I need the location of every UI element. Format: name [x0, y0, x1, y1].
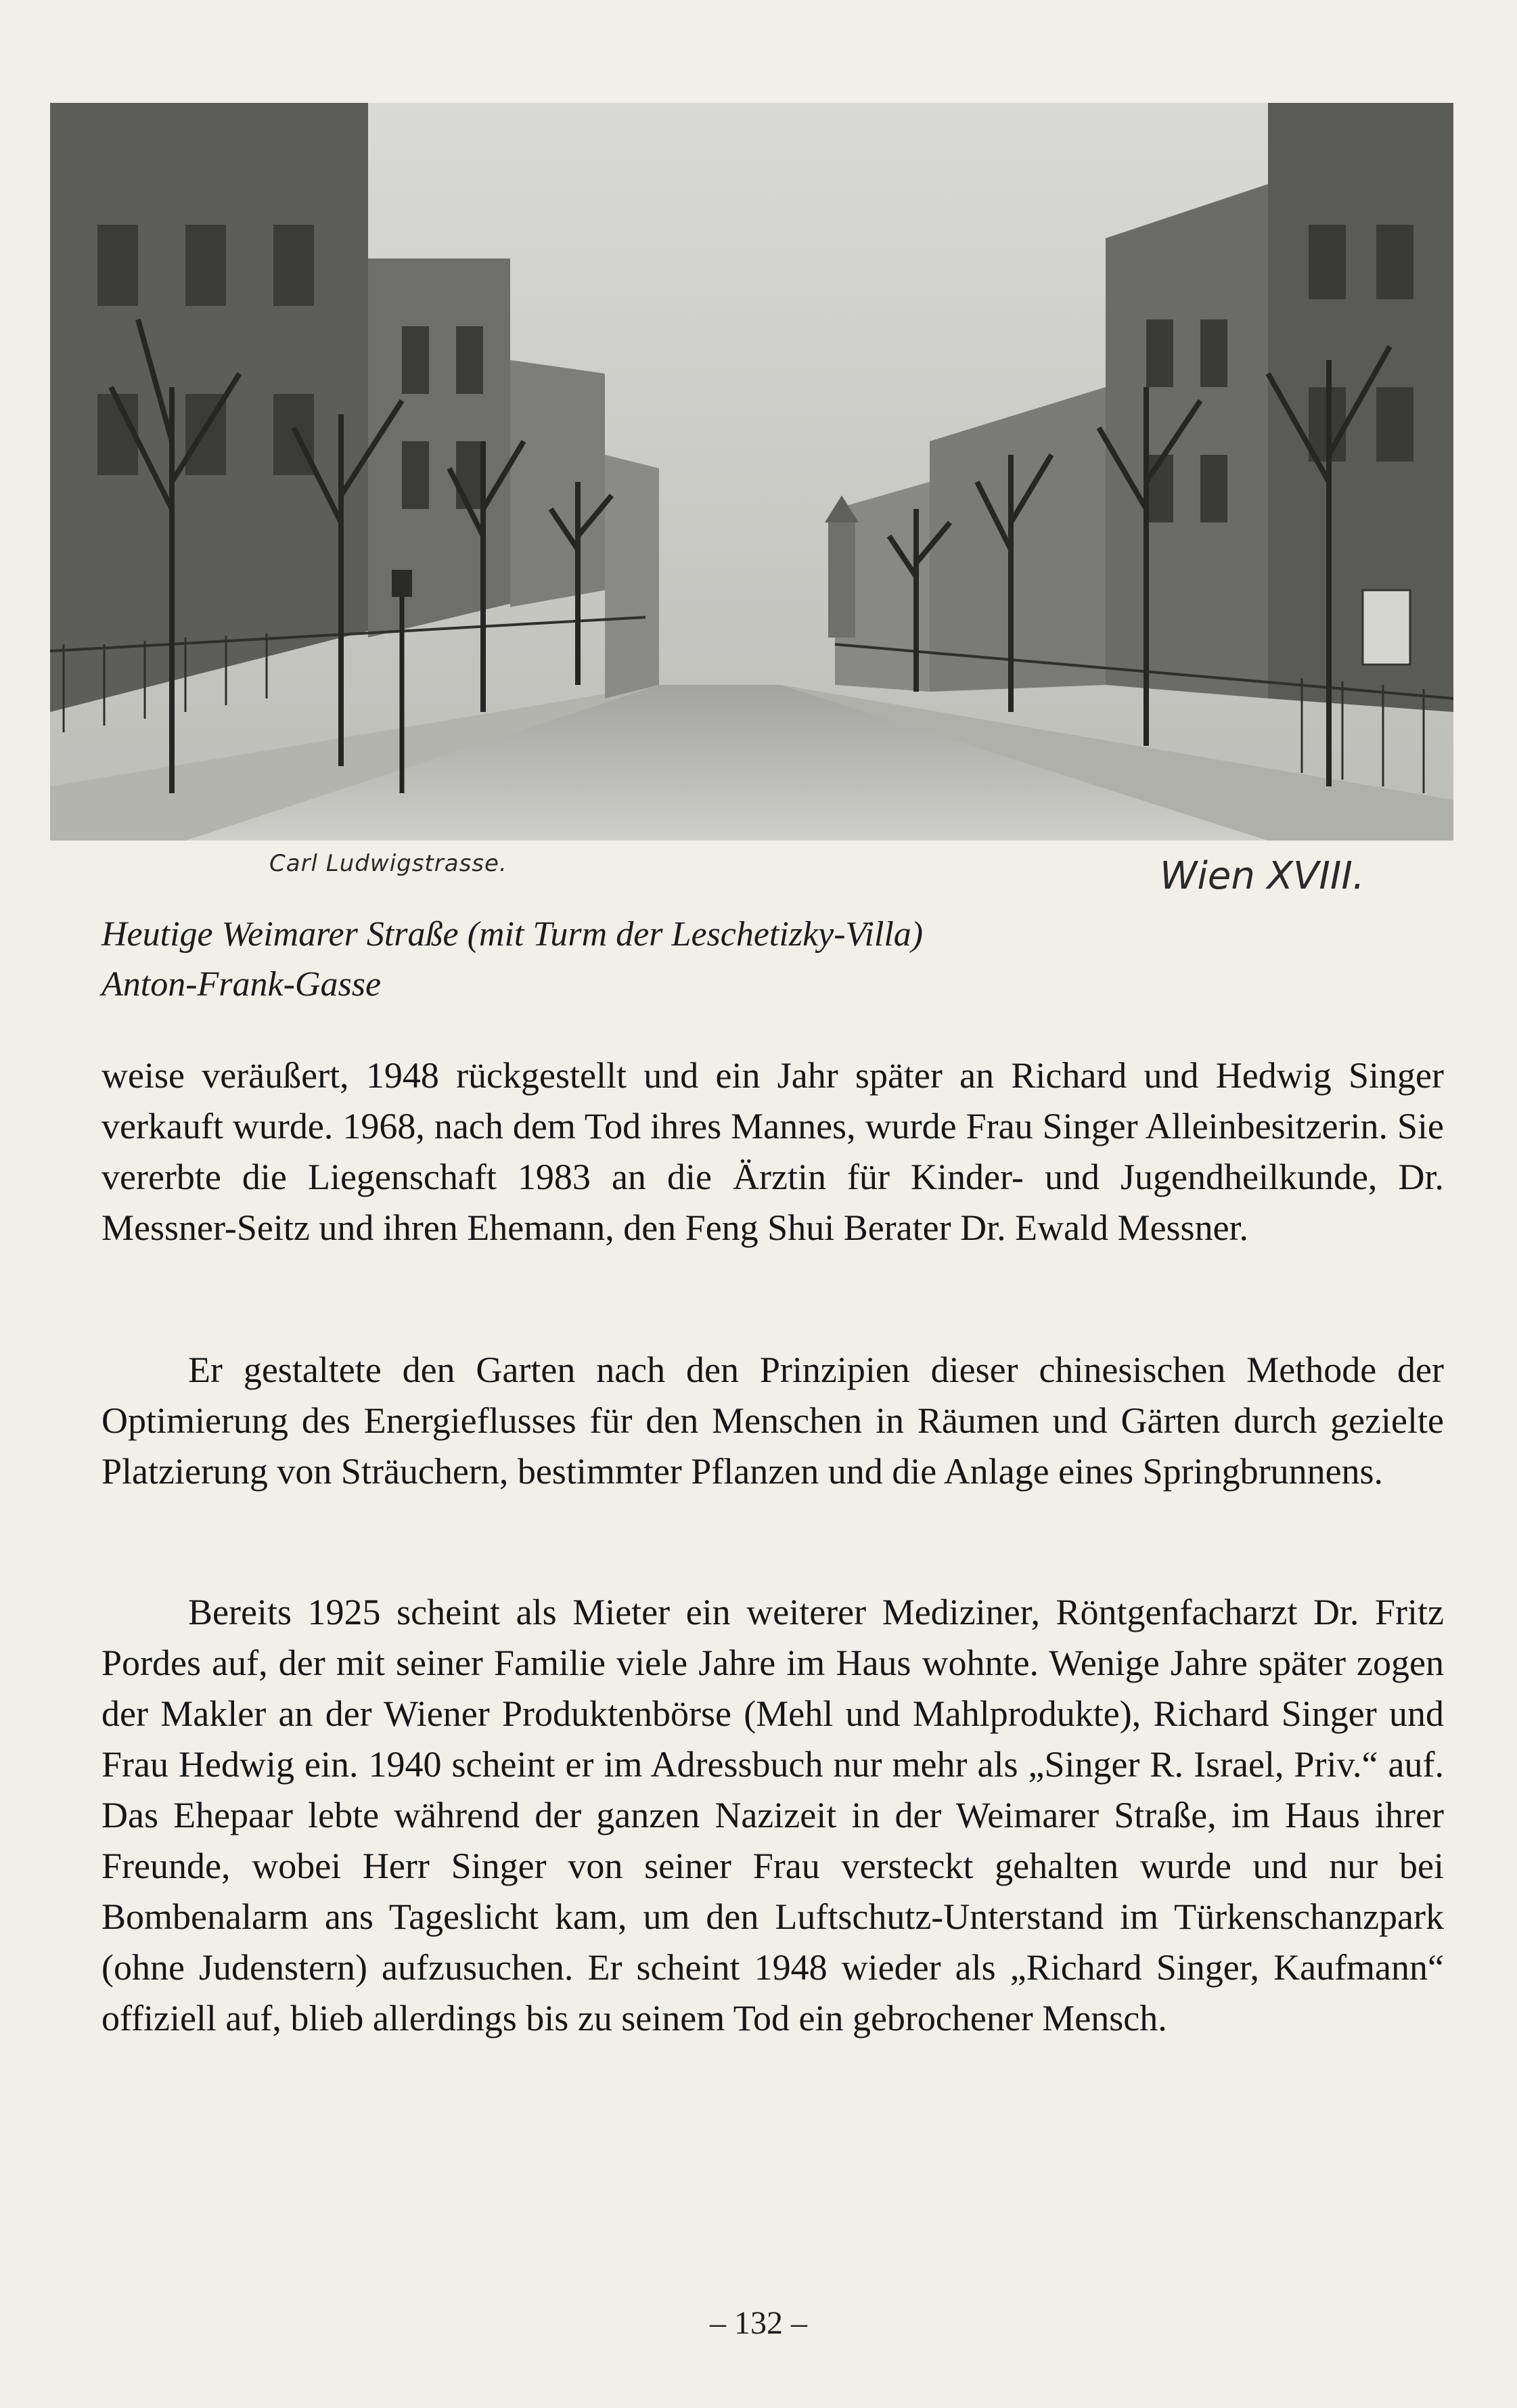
page-number: – 132 –	[710, 2305, 807, 2341]
paragraph-1-text: weise veräußert, 1948 rückgestellt und ein Jahr später an Richard und Hedwig Singer verkauft wurde. 1968, nach dem Tod ihres Mannes, wurde Frau Singer Alleinbesitzerin. Sie vererbte die Liegenschaft 1983 an die Ärztin für Kinder- und Jugendheilkunde, Dr. Messner-Seitz und ihren Ehemann, den Feng Shui Berater Dr. Ewald Messner.	[101, 1055, 1444, 1248]
paragraph-2-text: Er gestaltete den Garten nach den Prinzipien dieser chinesischen Methode der Optimierung des Energieflusses für den Menschen in Räumen und Gärten durch gezielte Platzierung von Sträuchern, bestimmter Pflanzen und die Anlage eines Springbrunnens.	[101, 1350, 1444, 1492]
figure-caption-line-2: Anton-Frank-Gasse	[101, 965, 382, 1004]
figure-caption-line-1: Heutige Weimarer Straße (mit Turm der Leschetizky-Villa)	[101, 915, 924, 954]
paragraph-3-text: Bereits 1925 scheint als Mieter ein weiterer Mediziner, Röntgenfacharzt Dr. Fritz Pordes auf, der mit seiner Familie viele Jahre im Haus wohnte. Wenige Jahre später zogen der Makler an der Wiener Produktenbörse (Mehl und Mahlprodukte), Richard Singer und Frau Hedwig ein. 1940 scheint er im Adressbuch nur mehr als „Singer R. Israel, Priv.“ auf. Das Ehepaar lebte während der ganzen Nazizeit in der Weimarer Straße, im Haus ihrer Freunde, wobei Herr Singer von seiner Frau versteckt gehalten wurde und nur bei Bombenalarm ans Tageslicht kam, um den Luftschutz-Unterstand im Türkenschanzpark (ohne Judenstern) aufzusuchen. Er scheint 1948 wieder als „Richard Singer, Kaufmann“ offiziell auf, blieb allerdings bis zu seinem Tod ein gebrochener Mensch.	[101, 1592, 1444, 2038]
paragraph-1	[101, 1050, 1444, 1253]
historic-street-photo	[50, 103, 1453, 841]
postcard-caption-right: Wien XVIII.	[1160, 854, 1365, 898]
paragraph-3	[101, 1587, 1444, 2044]
street-scene-illustration	[50, 103, 1453, 841]
paragraph-2	[101, 1345, 1444, 1497]
postcard-caption-left: Carl Ludwigstrasse.	[269, 850, 507, 877]
